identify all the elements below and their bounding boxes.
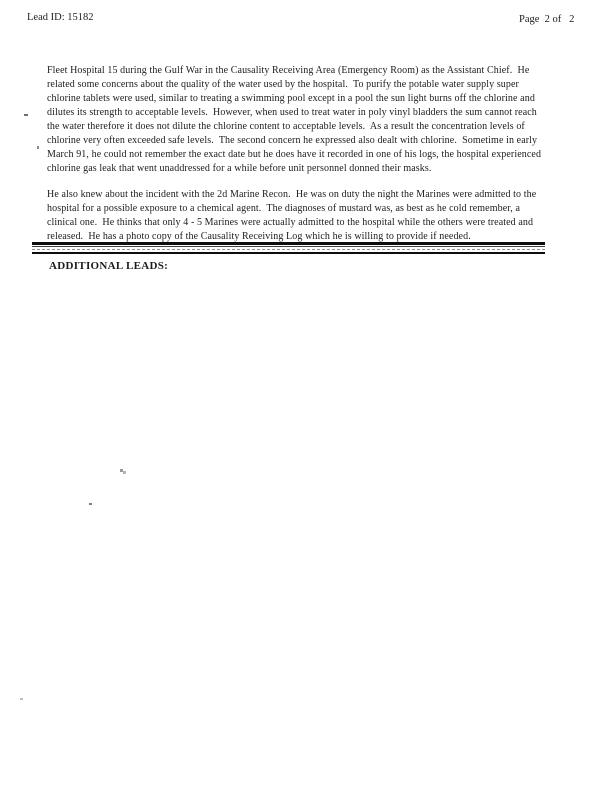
document-body [47,64,592,244]
scan-speck [24,114,28,116]
scan-speck [120,469,123,472]
paragraph-line: the water therefore it does not dilute the chlorine content to acceptable levels. As a result the concentration levels of [47,121,525,132]
page-number-indicator: Page 2 of 2 [519,14,575,25]
paragraph-water-quality [47,64,592,176]
rule-line-thin [32,246,545,247]
paragraph-marine-recon [47,188,592,244]
paragraph-line: chlorine very often exceeded safe levels. The second concern he expressed also dealt with chlorine. Sometime in early [47,135,538,146]
scan-speck [20,698,23,700]
paragraph-line: chlorine tablets were used, similar to treating a swimming pool except in a pool the sun light burns off the chlorine and [47,93,535,104]
rule-line-top [32,242,545,245]
paragraph-line: Fleet Hospital 15 during the Gulf War in the Causality Receiving Area (Emergency Room) as the Assistant Chief. He [47,65,530,76]
paragraph-line: clinical one. He thinks that only 4 - 5 Marines were actually admitted to the hospital while the others were treated and [47,217,534,228]
additional-leads-heading: ADDITIONAL LEADS: [49,260,169,272]
lead-id-label: Lead ID: 15182 [27,12,94,23]
rule-line-bottom [32,252,545,255]
paragraph-line: related some concerns about the quality of the water used by the hospital. To purify the potable water supply super [47,79,519,90]
paragraph-line: He also knew about the incident with the 2d Marine Recon. He was on duty the night the Marines were admitted to the [47,189,537,200]
paragraph-line: March 91, he could not remember the exact date but he does have it recorded in one of his logs, the hospital experienced [47,149,542,160]
paragraph-line: chlorine gas leak that went unaddressed for a while before unit personnel donned their masks. [47,163,432,174]
scan-speck [89,503,92,505]
scan-speck [37,146,39,149]
paragraph-line: hospital for a possible exposure to a chemical agent. The diagnoses of mustard was, as best as he cold remember, a [47,203,520,214]
rule-line-broken [32,249,545,250]
paragraph-line: dilutes its strength to acceptable levels. However, when used to treat water in poly vinyl bladders the sum cannot reach [47,107,537,118]
section-divider-rule [32,242,545,254]
paragraph-line: released. He has a photo copy of the Causality Receiving Log which he is willing to provide if needed. [47,231,471,242]
